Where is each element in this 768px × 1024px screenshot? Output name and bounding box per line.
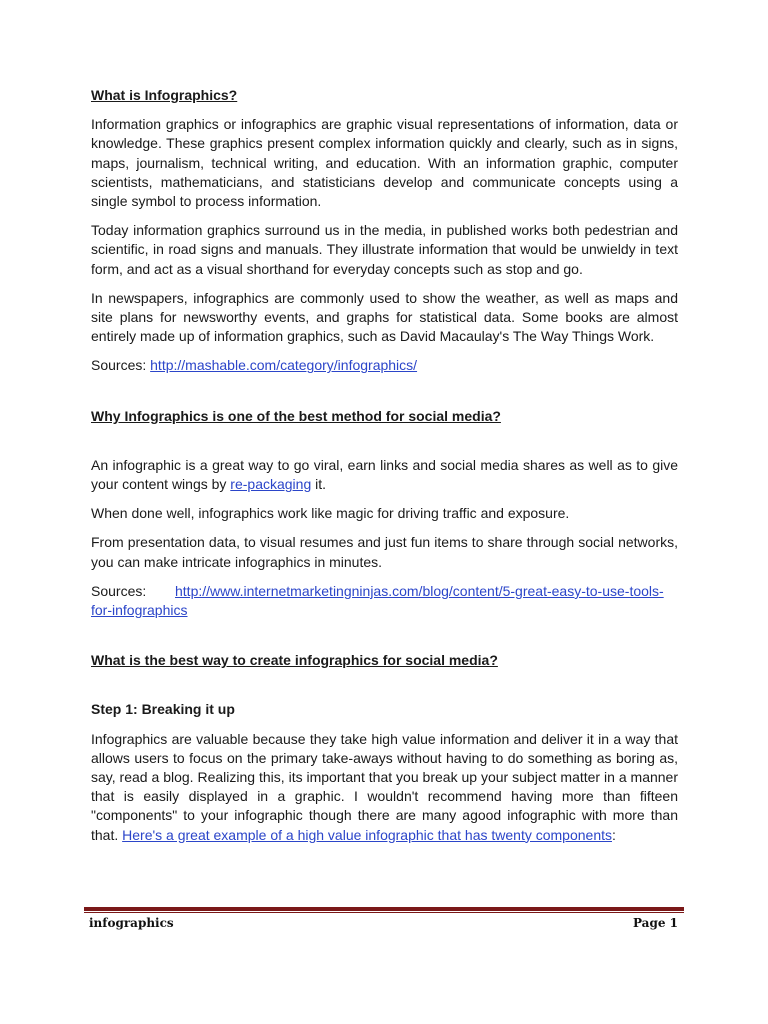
sources-line	[91, 582, 678, 620]
section-heading-best-way: What is the best way to create infographics for social media?	[91, 652, 498, 669]
sources-link[interactable]: http://www.internetmarketingninjas.com/blog/content/5-great-easy-to-use-tools-for-infographics	[91, 582, 664, 619]
paragraph: Today information graphics surround us in the media, in published works both pedestrian and scientific, in road signs and manuals. They illustrate information that would be unwieldy in text form, and act as a visual shorthand for everyday concepts such as stop and go.	[91, 222, 678, 277]
re-packaging-link[interactable]: re-packaging	[230, 476, 312, 493]
document-body	[91, 86, 678, 855]
paragraph: An infographic is a great way to go viral, earn links and social media shares as well as to give your content wings by re-packaging it.	[91, 456, 678, 493]
footer-rule	[84, 907, 684, 911]
step-title: Step 1: Breaking it up	[91, 701, 235, 718]
section-heading-why: Why Infographics is one of the best method for social media?	[91, 407, 501, 424]
paragraph: Infographics are valuable because they take high value information and deliver it in a way that allows users to focus on the primary take-aways without having to do something as boring as, say, read a blog. Realizing this, its important that you break up your subject matter in a manner that is easily displayed in a graphic. I wouldn't recommend having more than fifteen "components" to your infographic though there are many agood infographic with more than that. Here's a great example of a high value infographic that has twenty components:	[91, 730, 678, 843]
section-heading-what-is: What is Infographics?	[91, 87, 238, 103]
paragraph: When done well, infographics work like magic for driving traffic and exposure.	[91, 505, 570, 522]
sources-label: Sources:	[91, 357, 147, 374]
paragraph: Information graphics or infographics are graphic visual representations of information, data or knowledge. These graphics present complex information quickly and clearly, such as in signs, maps, journalism, technical writing, and education. With an information graphic, computer scientists, mathematicians, and statisticians develop and communicate concepts using a single symbol to process information.	[91, 116, 678, 210]
sources-line	[91, 356, 678, 375]
paragraph: From presentation data, to visual resumes and just fun items to share through social networks, you can make intricate infographics in minutes.	[91, 534, 678, 570]
footer-rule-thin	[84, 912, 684, 913]
page-number: Page 1	[632, 916, 678, 930]
paragraph: In newspapers, infographics are commonly used to show the weather, as well as maps and site plans for newsworthy events, and graphs for statistical data. Some books are almost entirely made up of information graphics, such as David Macaulay's The Way Things Work.	[91, 289, 678, 345]
footer-title: infographics	[89, 916, 174, 930]
sources-label: Sources:	[91, 582, 147, 599]
sources-link[interactable]: http://mashable.com/category/infographics/	[150, 357, 418, 374]
example-infographic-link[interactable]: Here's a great example of a high value infographic that has twenty components	[122, 826, 612, 843]
